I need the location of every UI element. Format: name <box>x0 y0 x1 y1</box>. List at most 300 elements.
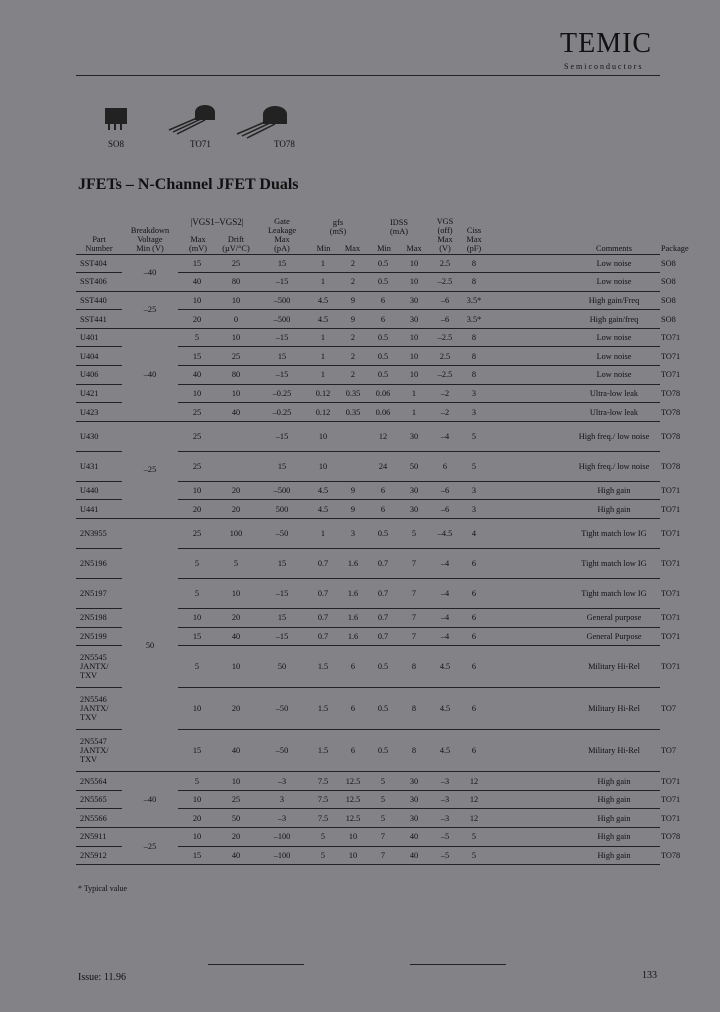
ciss: 5 <box>471 850 477 860</box>
gate-leakage: –500 <box>273 314 291 324</box>
idss-max: 6 <box>380 504 386 514</box>
vgs-max: 5 <box>194 559 200 569</box>
vgs-max: 15 <box>192 631 202 641</box>
breakdown-voltage: –40 <box>143 795 157 805</box>
table-row: 2N5547 JANTX/ TXV 15 40 –50 1.5 6 0.5 8 4.5 6 Military Hi-Rel TO7 <box>76 730 660 772</box>
table-row: U401 –40 5 10 –15 1 2 0.5 10 –2.5 8 Low noise TO71 <box>76 328 660 347</box>
vgs-off: 4.5 <box>439 662 451 672</box>
idss-max: 5 <box>380 795 386 805</box>
breakdown-voltage: –40 <box>143 370 157 380</box>
gate-leakage: 15 <box>277 351 287 361</box>
gate-leakage: –15 <box>275 277 289 287</box>
idss-min: 0.35 <box>345 407 361 417</box>
idss-min: 12.5 <box>345 813 361 823</box>
idss-min: 0.35 <box>345 388 361 398</box>
comment: Ultra-low leak <box>589 388 639 398</box>
ciss: 3.5* <box>466 295 482 305</box>
gfs-min: 7.5 <box>317 813 329 823</box>
col-part: Part Number <box>85 234 113 253</box>
idss-max2: 30 <box>409 295 419 305</box>
gate-leakage: –15 <box>275 333 289 343</box>
vgs-off: –6 <box>440 295 450 305</box>
table-row: SST404 –40 15 25 15 1 2 0.5 10 2.5 8 Low noise SO8 <box>76 254 660 273</box>
idss-min: 3 <box>350 529 356 539</box>
idss-min: 10 <box>348 850 358 860</box>
comment: High freq./ low noise <box>578 431 650 441</box>
vgs-drift: 10 <box>231 333 241 343</box>
ciss: 3 <box>471 486 477 496</box>
table-header: Part Number Breakdown Voltage Min (V) |VGS1–VGS2| Max (mV) Drift (µV/°C) Gate Leakage Max (pA) gfs (mS) Min Max IDSS (mA) Min Max VGS (off) Max (V) Ciss Max (pF) Comments Package <box>76 198 660 254</box>
vgs-max: 25 <box>192 407 202 417</box>
gfs-min: 1 <box>320 333 326 343</box>
part-number: U421 <box>80 388 99 398</box>
col-breakdown: Breakdown Voltage Min (V) <box>130 225 170 253</box>
idss-max: 0.5 <box>377 258 389 268</box>
vgs-drift: 10 <box>231 776 241 786</box>
idss-max2: 50 <box>409 461 419 471</box>
vgs-max: 40 <box>192 370 202 380</box>
comment: High gain <box>597 776 631 786</box>
table-row: 2N5197 5 10 –15 0.7 1.6 0.7 7 –4 6 Tight match low IG TO71 <box>76 579 660 609</box>
idss-max: 0.5 <box>377 277 389 287</box>
idss-max2: 8 <box>411 704 417 714</box>
ciss: 12 <box>469 776 479 786</box>
gate-leakage: –50 <box>275 529 289 539</box>
vgs-drift <box>216 451 256 481</box>
idss-max2: 7 <box>411 613 417 623</box>
idss-max2: 10 <box>409 333 419 343</box>
comment: General purpose <box>586 613 642 623</box>
brand-subtitle: Semiconductors <box>564 62 644 71</box>
ciss: 8 <box>471 258 477 268</box>
vgs-drift: 80 <box>231 277 241 287</box>
table-row: U441 20 20 500 4.5 9 6 30 –6 3 High gain TO71 <box>76 500 660 519</box>
col-vgs-diff: |VGS1–VGS2| Max (mV) Drift (µV/°C) <box>189 216 250 253</box>
vgs-off: –3 <box>440 795 450 805</box>
vgs-max: 20 <box>192 504 202 514</box>
gfs-min: 7.5 <box>317 795 329 805</box>
gfs-min: 0.12 <box>315 407 331 417</box>
table-row: 2N5565 10 25 3 7.5 12.5 5 30 –3 12 High gain TO71 <box>76 790 660 809</box>
comment: Military Hi-Rel <box>588 704 640 714</box>
part-number: 2N5546 JANTX/ TXV <box>80 695 109 723</box>
gate-leakage: –0.25 <box>272 407 292 417</box>
part-number: U401 <box>80 333 99 343</box>
vgs-off: 2.5 <box>439 258 451 268</box>
table-row: 2N5912 15 40 –100 5 10 7 40 –5 5 High gain TO78 <box>76 846 660 865</box>
idss-max: 0.5 <box>377 370 389 380</box>
vgs-off: –2.5 <box>437 370 453 380</box>
gate-leakage: 50 <box>277 662 287 672</box>
gate-leakage: –3 <box>277 813 287 823</box>
idss-max: 5 <box>380 776 386 786</box>
gate-leakage: 15 <box>277 461 287 471</box>
gfs-min: 4.5 <box>317 295 329 305</box>
table-row: 2N5545 JANTX/ TXV 5 10 50 1.5 6 0.5 8 4.5 6 Military Hi-Rel TO71 <box>76 646 660 688</box>
comment: Low noise <box>596 333 632 343</box>
ciss: 3 <box>471 407 477 417</box>
idss-min: 9 <box>350 504 356 514</box>
vgs-off: –2 <box>440 388 450 398</box>
gate-leakage: –50 <box>275 704 289 714</box>
part-number: U406 <box>80 370 99 380</box>
gfs-min: 5 <box>320 850 326 860</box>
gfs-min: 1 <box>320 529 326 539</box>
gfs-min: 0.7 <box>317 631 329 641</box>
idss-min: 12.5 <box>345 795 361 805</box>
table-body <box>76 254 681 865</box>
vgs-off: –2.5 <box>437 333 453 343</box>
table-row: U406 40 80 –15 1 2 0.5 10 –2.5 8 Low noise TO71 <box>76 366 660 385</box>
ciss: 6 <box>471 631 477 641</box>
vgs-drift: 10 <box>231 662 241 672</box>
comment: Low noise <box>596 277 632 287</box>
vgs-drift: 50 <box>231 813 241 823</box>
vgs-off: –5 <box>440 832 450 842</box>
table-row: 2N5911 –25 10 20 –100 5 10 7 40 –5 5 High gain TO78 <box>76 828 660 847</box>
vgs-off: –4 <box>440 559 450 569</box>
header-rule <box>76 75 660 76</box>
idss-max: 0.7 <box>377 613 389 623</box>
ciss: 6 <box>471 746 477 756</box>
vgs-drift: 40 <box>231 407 241 417</box>
idss-min: 6 <box>350 704 356 714</box>
ciss: 8 <box>471 370 477 380</box>
gfs-min: 7.5 <box>317 776 329 786</box>
gate-leakage: –3 <box>277 776 287 786</box>
gfs-min: 0.12 <box>315 388 331 398</box>
part-number: 2N3955 <box>80 529 107 539</box>
table-row: 2N5566 20 50 –3 7.5 12.5 5 30 –3 12 High gain TO71 <box>76 809 660 828</box>
table-row: 2N5564 –40 5 10 –3 7.5 12.5 5 30 –3 12 High gain TO71 <box>76 772 660 791</box>
vgs-drift: 25 <box>231 795 241 805</box>
table-row: U404 15 25 15 1 2 0.5 10 2.5 8 Low noise TO71 <box>76 347 660 366</box>
idss-min: 10 <box>348 832 358 842</box>
part-number: 2N5545 JANTX/ TXV <box>80 653 109 681</box>
part-number: SST406 <box>80 277 107 287</box>
vgs-max: 10 <box>192 295 202 305</box>
vgs-off: 6 <box>442 461 448 471</box>
vgs-drift: 40 <box>231 631 241 641</box>
breakdown-voltage: 50 <box>145 640 155 650</box>
col-gate-leakage: Gate Leakage Max (pA) <box>267 216 297 253</box>
vgs-drift: 20 <box>231 504 241 514</box>
vgs-max: 20 <box>192 813 202 823</box>
vgs-max: 15 <box>192 850 202 860</box>
vgs-max: 25 <box>192 461 202 471</box>
table-row: U440 10 20 –500 4.5 9 6 30 –6 3 High gain TO71 <box>76 481 660 500</box>
vgs-off: –4 <box>440 631 450 641</box>
idss-max2: 30 <box>409 776 419 786</box>
idss-max: 0.7 <box>377 589 389 599</box>
vgs-off: 2.5 <box>439 351 451 361</box>
gate-leakage: 500 <box>275 504 289 514</box>
table-row: 2N5198 10 20 15 0.7 1.6 0.7 7 –4 6 General purpose TO71 <box>76 609 660 628</box>
ciss: 4 <box>471 529 477 539</box>
part-number: U431 <box>80 461 99 471</box>
vgs-off: –6 <box>440 314 450 324</box>
vgs-off: –3 <box>440 776 450 786</box>
part-number: 2N5196 <box>80 559 107 569</box>
idss-max: 0.7 <box>377 631 389 641</box>
comment: Low noise <box>596 351 632 361</box>
vgs-off: –3 <box>440 813 450 823</box>
page-title: JFETs – N-Channel JFET Duals <box>78 176 299 193</box>
idss-max2: 30 <box>409 813 419 823</box>
table-row: 2N5199 15 40 –15 0.7 1.6 0.7 7 –4 6 General Purpose TO71 <box>76 627 660 646</box>
idss-min: 2 <box>350 351 356 361</box>
gfs-min: 4.5 <box>317 314 329 324</box>
gate-leakage: –100 <box>273 850 291 860</box>
comment: Ultra-low leak <box>589 407 639 417</box>
vgs-off: –2.5 <box>437 277 453 287</box>
col-ciss: Ciss Max (pF) <box>466 225 482 253</box>
gate-leakage: –15 <box>275 589 289 599</box>
so8-label: SO8 <box>108 139 125 149</box>
part-number: 2N5564 <box>80 776 107 786</box>
part-number: SST404 <box>80 258 107 268</box>
vgs-max: 10 <box>192 613 202 623</box>
idss-max: 0.5 <box>377 529 389 539</box>
gate-leakage: –0.25 <box>272 388 292 398</box>
idss-min: 1.6 <box>347 613 359 623</box>
part-number: 2N5565 <box>80 795 107 805</box>
ciss: 12 <box>469 795 479 805</box>
to71-package-icon <box>169 105 215 134</box>
idss-max: 12 <box>378 431 388 441</box>
idss-min: 12.5 <box>345 776 361 786</box>
col-comments: Comments <box>596 243 632 253</box>
vgs-max: 10 <box>192 486 202 496</box>
idss-min: 9 <box>350 295 356 305</box>
gfs-min: 1.5 <box>317 746 329 756</box>
vgs-max: 5 <box>194 333 200 343</box>
idss-max: 24 <box>378 461 388 471</box>
gate-leakage: –15 <box>275 431 289 441</box>
vgs-drift: 80 <box>231 370 241 380</box>
idss-max2: 10 <box>409 277 419 287</box>
to78-package-icon <box>237 106 287 138</box>
comment: Low noise <box>596 370 632 380</box>
col-gfs: gfs (mS) Min Max <box>316 217 361 253</box>
idss-max: 7 <box>380 832 386 842</box>
gfs-min: 1 <box>320 258 326 268</box>
breakdown-voltage: –25 <box>143 465 157 475</box>
idss-max: 5 <box>380 813 386 823</box>
idss-max2: 30 <box>409 431 419 441</box>
ciss: 6 <box>471 613 477 623</box>
vgs-max: 20 <box>192 314 202 324</box>
idss-max2: 1 <box>411 388 417 398</box>
brand-logo: TEMIC <box>560 28 653 59</box>
vgs-max: 5 <box>194 589 200 599</box>
table-row: 2N5196 5 5 15 0.7 1.6 0.7 7 –4 6 Tight match low IG TO71 <box>76 549 660 579</box>
gate-leakage: –500 <box>273 295 291 305</box>
idss-max2: 7 <box>411 589 417 599</box>
gfs-min: 10 <box>318 431 328 441</box>
gfs-min: 0.7 <box>317 559 329 569</box>
comment: High gain <box>597 813 631 823</box>
idss-max: 0.7 <box>377 559 389 569</box>
gate-leakage: 15 <box>277 613 287 623</box>
table-row: SST440 –25 10 10 –500 4.5 9 6 30 –6 3.5* High gain/Freq SO8 <box>76 291 660 310</box>
ciss: 5 <box>471 431 477 441</box>
table-row: SST441 20 0 –500 4.5 9 6 30 –6 3.5* High gain/freq SO8 <box>76 310 660 329</box>
part-number: 2N5198 <box>80 613 107 623</box>
ciss: 3 <box>471 388 477 398</box>
ciss: 6 <box>471 704 477 714</box>
idss-max: 0.5 <box>377 662 389 672</box>
ciss: 6 <box>471 662 477 672</box>
comment: High gain <box>597 504 631 514</box>
gate-leakage: 15 <box>277 559 287 569</box>
vgs-max: 10 <box>192 795 202 805</box>
idss-min <box>338 421 368 451</box>
ciss: 6 <box>471 559 477 569</box>
part-number: U441 <box>80 504 99 514</box>
idss-max: 0.06 <box>375 388 391 398</box>
idss-min: 2 <box>350 370 356 380</box>
vgs-drift: 10 <box>231 589 241 599</box>
table-row: 2N5546 JANTX/ TXV 10 20 –50 1.5 6 0.5 8 4.5 6 Military Hi-Rel TO7 <box>76 688 660 730</box>
comment: High gain/freq <box>589 314 639 324</box>
gate-leakage: –100 <box>273 832 291 842</box>
comment: Low noise <box>596 258 632 268</box>
table-row: U421 10 10 –0.25 0.12 0.35 0.06 1 –2 3 Ultra-low leak TO78 <box>76 384 660 403</box>
page-number: 133 <box>642 970 657 981</box>
part-number: 2N5199 <box>80 631 107 641</box>
vgs-max: 15 <box>192 258 202 268</box>
idss-max: 6 <box>380 295 386 305</box>
idss-max2: 5 <box>411 529 417 539</box>
idss-max2: 40 <box>409 832 419 842</box>
vgs-off: 4.5 <box>439 746 451 756</box>
idss-max: 6 <box>380 486 386 496</box>
ciss: 8 <box>471 277 477 287</box>
vgs-off: –4 <box>440 431 450 441</box>
comment: High gain <box>597 486 631 496</box>
vgs-off: –6 <box>440 504 450 514</box>
vgs-max: 25 <box>192 529 202 539</box>
vgs-drift <box>216 421 256 451</box>
idss-max2: 30 <box>409 504 419 514</box>
idss-min: 1.6 <box>347 631 359 641</box>
vgs-max: 40 <box>192 277 202 287</box>
gfs-min: 1 <box>320 370 326 380</box>
gate-leakage: –15 <box>275 370 289 380</box>
idss-min: 9 <box>350 486 356 496</box>
idss-max2: 1 <box>411 407 417 417</box>
gfs-min: 0.7 <box>317 613 329 623</box>
vgs-off: –4 <box>440 613 450 623</box>
comment: General Purpose <box>586 631 642 641</box>
vgs-drift: 40 <box>231 746 241 756</box>
idss-max2: 7 <box>411 631 417 641</box>
vgs-drift: 25 <box>231 351 241 361</box>
gate-leakage: 3 <box>279 795 285 805</box>
vgs-max: 15 <box>192 746 202 756</box>
vgs-drift: 40 <box>231 850 241 860</box>
part-number: SST441 <box>80 314 107 324</box>
idss-max2: 8 <box>411 662 417 672</box>
idss-max2: 7 <box>411 559 417 569</box>
vgs-drift: 100 <box>229 529 243 539</box>
idss-min: 9 <box>350 314 356 324</box>
gate-leakage: –15 <box>275 631 289 641</box>
vgs-drift: 10 <box>231 295 241 305</box>
comment: Tight match low IG <box>581 529 647 539</box>
ciss: 6 <box>471 589 477 599</box>
part-number: U423 <box>80 407 99 417</box>
part-number: U440 <box>80 486 99 496</box>
idss-max: 0.5 <box>377 746 389 756</box>
ciss: 5 <box>471 832 477 842</box>
vgs-drift: 20 <box>231 486 241 496</box>
col-vgs-off: VGS (off) Max (V) <box>436 216 454 253</box>
to78-label: TO78 <box>274 139 295 149</box>
vgs-drift: 20 <box>231 832 241 842</box>
idss-max: 6 <box>380 314 386 324</box>
idss-max2: 10 <box>409 370 419 380</box>
vgs-max: 10 <box>192 388 202 398</box>
comment: Military Hi-Rel <box>588 662 640 672</box>
idss-max: 0.5 <box>377 704 389 714</box>
vgs-drift: 25 <box>231 258 241 268</box>
ciss: 12 <box>469 813 479 823</box>
part-number: 2N5912 <box>80 850 107 860</box>
gfs-min: 5 <box>320 832 326 842</box>
breakdown-voltage: –25 <box>143 305 157 315</box>
ciss: 5 <box>471 461 477 471</box>
comment: High gain <box>597 832 631 842</box>
part-number: 2N5197 <box>80 589 107 599</box>
col-idss: IDSS (mA) Min Max <box>377 217 422 253</box>
vgs-max: 10 <box>192 832 202 842</box>
comment: High gain <box>597 795 631 805</box>
gfs-min: 0.7 <box>317 589 329 599</box>
gfs-min: 10 <box>318 461 328 471</box>
idss-max2: 30 <box>409 795 419 805</box>
vgs-off: –2 <box>440 407 450 417</box>
vgs-max: 15 <box>192 351 202 361</box>
idss-min: 2 <box>350 277 356 287</box>
idss-min: 1.6 <box>347 559 359 569</box>
package-icons <box>95 100 335 140</box>
ciss: 3.5* <box>466 314 482 324</box>
idss-min: 2 <box>350 258 356 268</box>
table-row: 2N3955 50 25 100 –50 1 3 0.5 5 –4.5 4 Tight match low IG TO71 <box>76 519 660 549</box>
gfs-min: 4.5 <box>317 504 329 514</box>
gate-leakage: –50 <box>275 746 289 756</box>
idss-max: 7 <box>380 850 386 860</box>
part-number: 2N5547 JANTX/ TXV <box>80 737 109 765</box>
vgs-max: 25 <box>192 431 202 441</box>
idss-max: 0.06 <box>375 407 391 417</box>
breakdown-voltage: –40 <box>143 268 157 278</box>
idss-min: 1.6 <box>347 589 359 599</box>
gfs-min: 1.5 <box>317 662 329 672</box>
idss-min: 6 <box>350 662 356 672</box>
comment: High gain <box>597 850 631 860</box>
idss-max2: 8 <box>411 746 417 756</box>
idss-max2: 10 <box>409 351 419 361</box>
jfet-table <box>76 198 689 865</box>
vgs-off: 4.5 <box>439 704 451 714</box>
gfs-min: 1.5 <box>317 704 329 714</box>
ciss: 3 <box>471 504 477 514</box>
breakdown-voltage: –25 <box>143 841 157 851</box>
gate-leakage: 15 <box>277 258 287 268</box>
